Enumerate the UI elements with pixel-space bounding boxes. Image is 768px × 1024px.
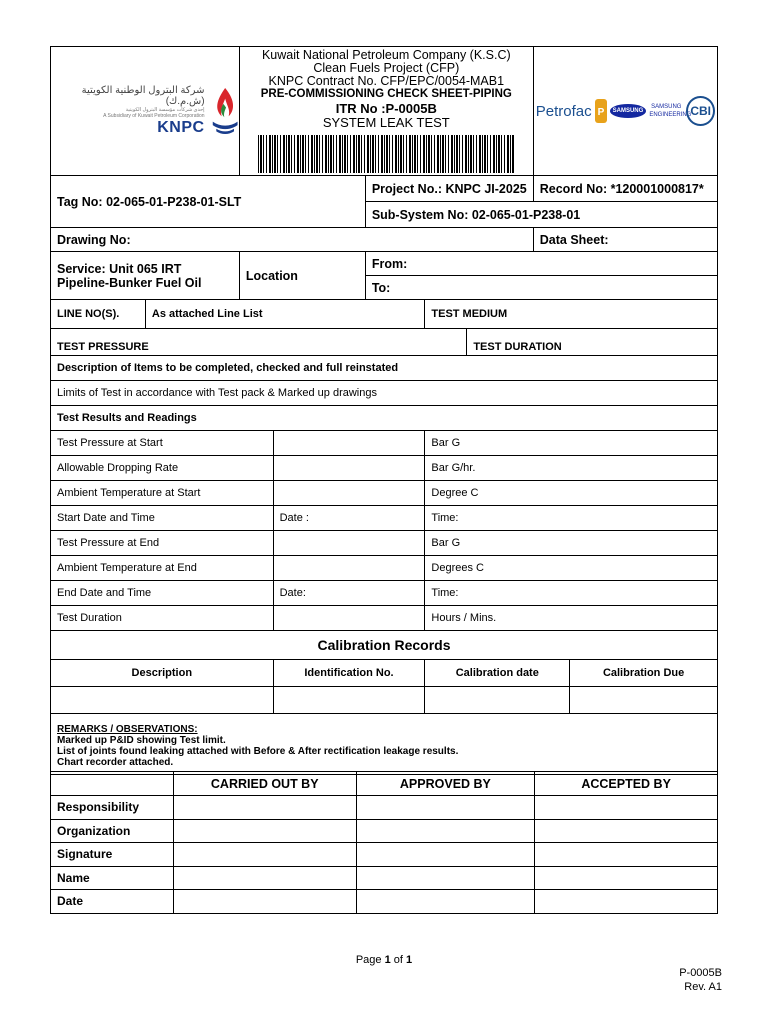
calibration-entry[interactable] — [51, 687, 274, 714]
remarks-line: Chart recorder attached. — [57, 757, 174, 768]
result-unit: Bar G — [425, 531, 718, 556]
signoff-field[interactable] — [535, 819, 718, 843]
result-value[interactable] — [273, 531, 425, 556]
signoff-field[interactable] — [535, 843, 718, 867]
cbi-logo: CBI — [686, 96, 715, 126]
location-to: To: — [365, 276, 717, 300]
remarks-cell — [51, 714, 718, 775]
calibration-title: Calibration Records — [51, 631, 718, 660]
result-unit: Time: — [425, 506, 718, 531]
signoff-column-header: ACCEPTED BY — [535, 772, 718, 796]
signoff-row — [51, 890, 718, 914]
itr-number: ITR No :P-0005B — [335, 101, 437, 116]
signoff-field[interactable] — [356, 819, 535, 843]
test-pressure-label: TEST PRESSURE — [51, 329, 467, 356]
result-row — [51, 581, 718, 606]
document-code: P-0005B — [679, 967, 722, 979]
result-row — [51, 606, 718, 631]
result-value[interactable] — [273, 481, 425, 506]
signoff-field[interactable] — [173, 866, 356, 890]
signoff-corner — [51, 772, 174, 796]
company-name: Kuwait National Petroleum Company (K.S.C) — [261, 48, 511, 62]
signoff-field[interactable] — [535, 866, 718, 890]
result-row — [51, 531, 718, 556]
results-header: Test Results and Readings — [51, 406, 718, 431]
result-row — [51, 456, 718, 481]
line-no-label: LINE NO(S). — [51, 300, 146, 329]
result-row — [51, 506, 718, 531]
page-number: Page 1 of 1 — [355, 954, 413, 966]
test-medium-label: TEST MEDIUM — [425, 300, 718, 329]
header-title-cell — [239, 47, 533, 176]
calibration-column-header: Description — [51, 660, 274, 687]
knpc-arabic-sub: إحدى شركات مؤسسة البترول الكويتية — [125, 107, 205, 113]
revision: Rev. A1 — [684, 981, 722, 993]
barcode-image — [258, 135, 514, 173]
signoff-row-label: Responsibility — [51, 796, 174, 820]
test-duration-label: TEST DURATION — [467, 329, 718, 356]
signoff-field[interactable] — [173, 819, 356, 843]
signoff-row-label: Organization — [51, 819, 174, 843]
calibration-entry[interactable] — [570, 687, 718, 714]
remarks-line: List of joints found leaking attached with Before & After rectification leakage results. — [57, 746, 459, 757]
location-from: From: — [365, 252, 717, 276]
signoff-field[interactable] — [173, 796, 356, 820]
project-name: Clean Fuels Project (CFP) — [313, 61, 460, 75]
description-header: Description of Items to be completed, checked and full reinstated — [51, 356, 718, 381]
signoff-row — [51, 796, 718, 820]
petrofac-logo: Petrofac — [535, 102, 592, 120]
contract-no: KNPC Contract No. CFP/EPC/0054-MAB1 — [268, 74, 505, 88]
signoff-field[interactable] — [535, 796, 718, 820]
samsung-logo: SAMSUNG — [610, 104, 647, 118]
calibration-column-header: Calibration date — [425, 660, 570, 687]
signoff-row-label: Date — [51, 890, 174, 914]
data-sheet: Data Sheet: — [533, 228, 717, 252]
result-unit: Bar G/hr. — [425, 456, 718, 481]
signoff-column-header: CARRIED OUT BY — [173, 772, 356, 796]
remarks-title: REMARKS / OBSERVATIONS: — [57, 724, 198, 735]
result-row — [51, 481, 718, 506]
result-label: Ambient Temperature at End — [51, 556, 274, 581]
subsystem-number: Sub-System No: 02-065-01-P238-01 — [365, 202, 717, 228]
drawing-number: Drawing No: — [51, 228, 534, 252]
record-number: Record No: *120001000817* — [533, 176, 717, 202]
calibration-blank-row — [51, 687, 718, 714]
calibration-column-header: Calibration Due — [570, 660, 718, 687]
result-label: Test Pressure at End — [51, 531, 274, 556]
result-unit: Degrees C — [425, 556, 718, 581]
knpc-logo-cell — [51, 47, 240, 176]
signoff-field[interactable] — [356, 866, 535, 890]
result-unit: Hours / Mins. — [425, 606, 718, 631]
signoff-row-label: Signature — [51, 843, 174, 867]
result-unit: Bar G — [425, 431, 718, 456]
results-rows — [51, 431, 718, 631]
header-table — [50, 46, 718, 300]
signoff-row — [51, 866, 718, 890]
knpc-english-sub: A Subsidiary of Kuwait Petroleum Corporation — [103, 113, 205, 119]
line-list-value: As attached Line List — [145, 300, 425, 329]
result-value[interactable] — [273, 431, 425, 456]
knpc-wordmark: KNPC — [157, 119, 205, 136]
signoff-row — [51, 843, 718, 867]
result-label: Test Pressure at Start — [51, 431, 274, 456]
calibration-column-header: Identification No. — [273, 660, 425, 687]
knpc-flame-icon — [211, 83, 239, 139]
result-label: Allowable Dropping Rate — [51, 456, 274, 481]
svg-text:P: P — [597, 107, 604, 118]
signoff-field[interactable] — [356, 796, 535, 820]
result-label: Test Duration — [51, 606, 274, 631]
result-label: Ambient Temperature at Start — [51, 481, 274, 506]
calibration-header-row — [51, 660, 718, 687]
tag-number: Tag No: 02-065-01-P238-01-SLT — [51, 176, 366, 228]
calibration-entry[interactable] — [273, 687, 425, 714]
limits-text: Limits of Test in accordance with Test pack & Marked up drawings — [51, 381, 718, 406]
test-name: SYSTEM LEAK TEST — [322, 115, 450, 130]
petrofac-emblem-icon — [595, 99, 607, 123]
result-value[interactable] — [273, 456, 425, 481]
sheet-title: PRE-COMMISSIONING CHECK SHEET-PIPING — [260, 88, 512, 100]
test-details-table — [50, 299, 718, 775]
result-value[interactable]: Date: — [273, 581, 425, 606]
signoff-table — [50, 771, 718, 914]
result-value[interactable]: Date : — [273, 506, 425, 531]
result-label: End Date and Time — [51, 581, 274, 606]
signoff-field[interactable] — [173, 890, 356, 914]
signoff-column-header: APPROVED BY — [356, 772, 535, 796]
result-value[interactable] — [273, 606, 425, 631]
contractor-logos-cell — [533, 47, 717, 176]
result-row — [51, 431, 718, 456]
signoff-row-label: Name — [51, 866, 174, 890]
result-unit: Time: — [425, 581, 718, 606]
project-number: Project No.: KNPC JI-2025 — [365, 176, 533, 202]
remarks-line: Marked up P&ID showing Test limit. — [57, 735, 226, 746]
location-label: Location — [239, 252, 365, 300]
signoff-field[interactable] — [356, 890, 535, 914]
signoff-field[interactable] — [535, 890, 718, 914]
samsung-engineering-logo: SAMSUNG ENGINEERING — [649, 104, 692, 118]
service-description: Service: Unit 065 IRT Pipeline-Bunker Fuel Oil — [51, 252, 240, 300]
signoff-row — [51, 819, 718, 843]
result-label: Start Date and Time — [51, 506, 274, 531]
signoff-rows — [51, 796, 718, 914]
signoff-field[interactable] — [173, 843, 356, 867]
document-code-block — [679, 966, 722, 994]
result-row — [51, 556, 718, 581]
knpc-arabic-name: شركة البترول الوطنية الكويتية (ش.م.ك) — [81, 85, 205, 107]
signoff-field[interactable] — [356, 843, 535, 867]
result-unit: Degree C — [425, 481, 718, 506]
result-value[interactable] — [273, 556, 425, 581]
calibration-entry[interactable] — [425, 687, 570, 714]
signoff-header-row — [51, 772, 718, 796]
